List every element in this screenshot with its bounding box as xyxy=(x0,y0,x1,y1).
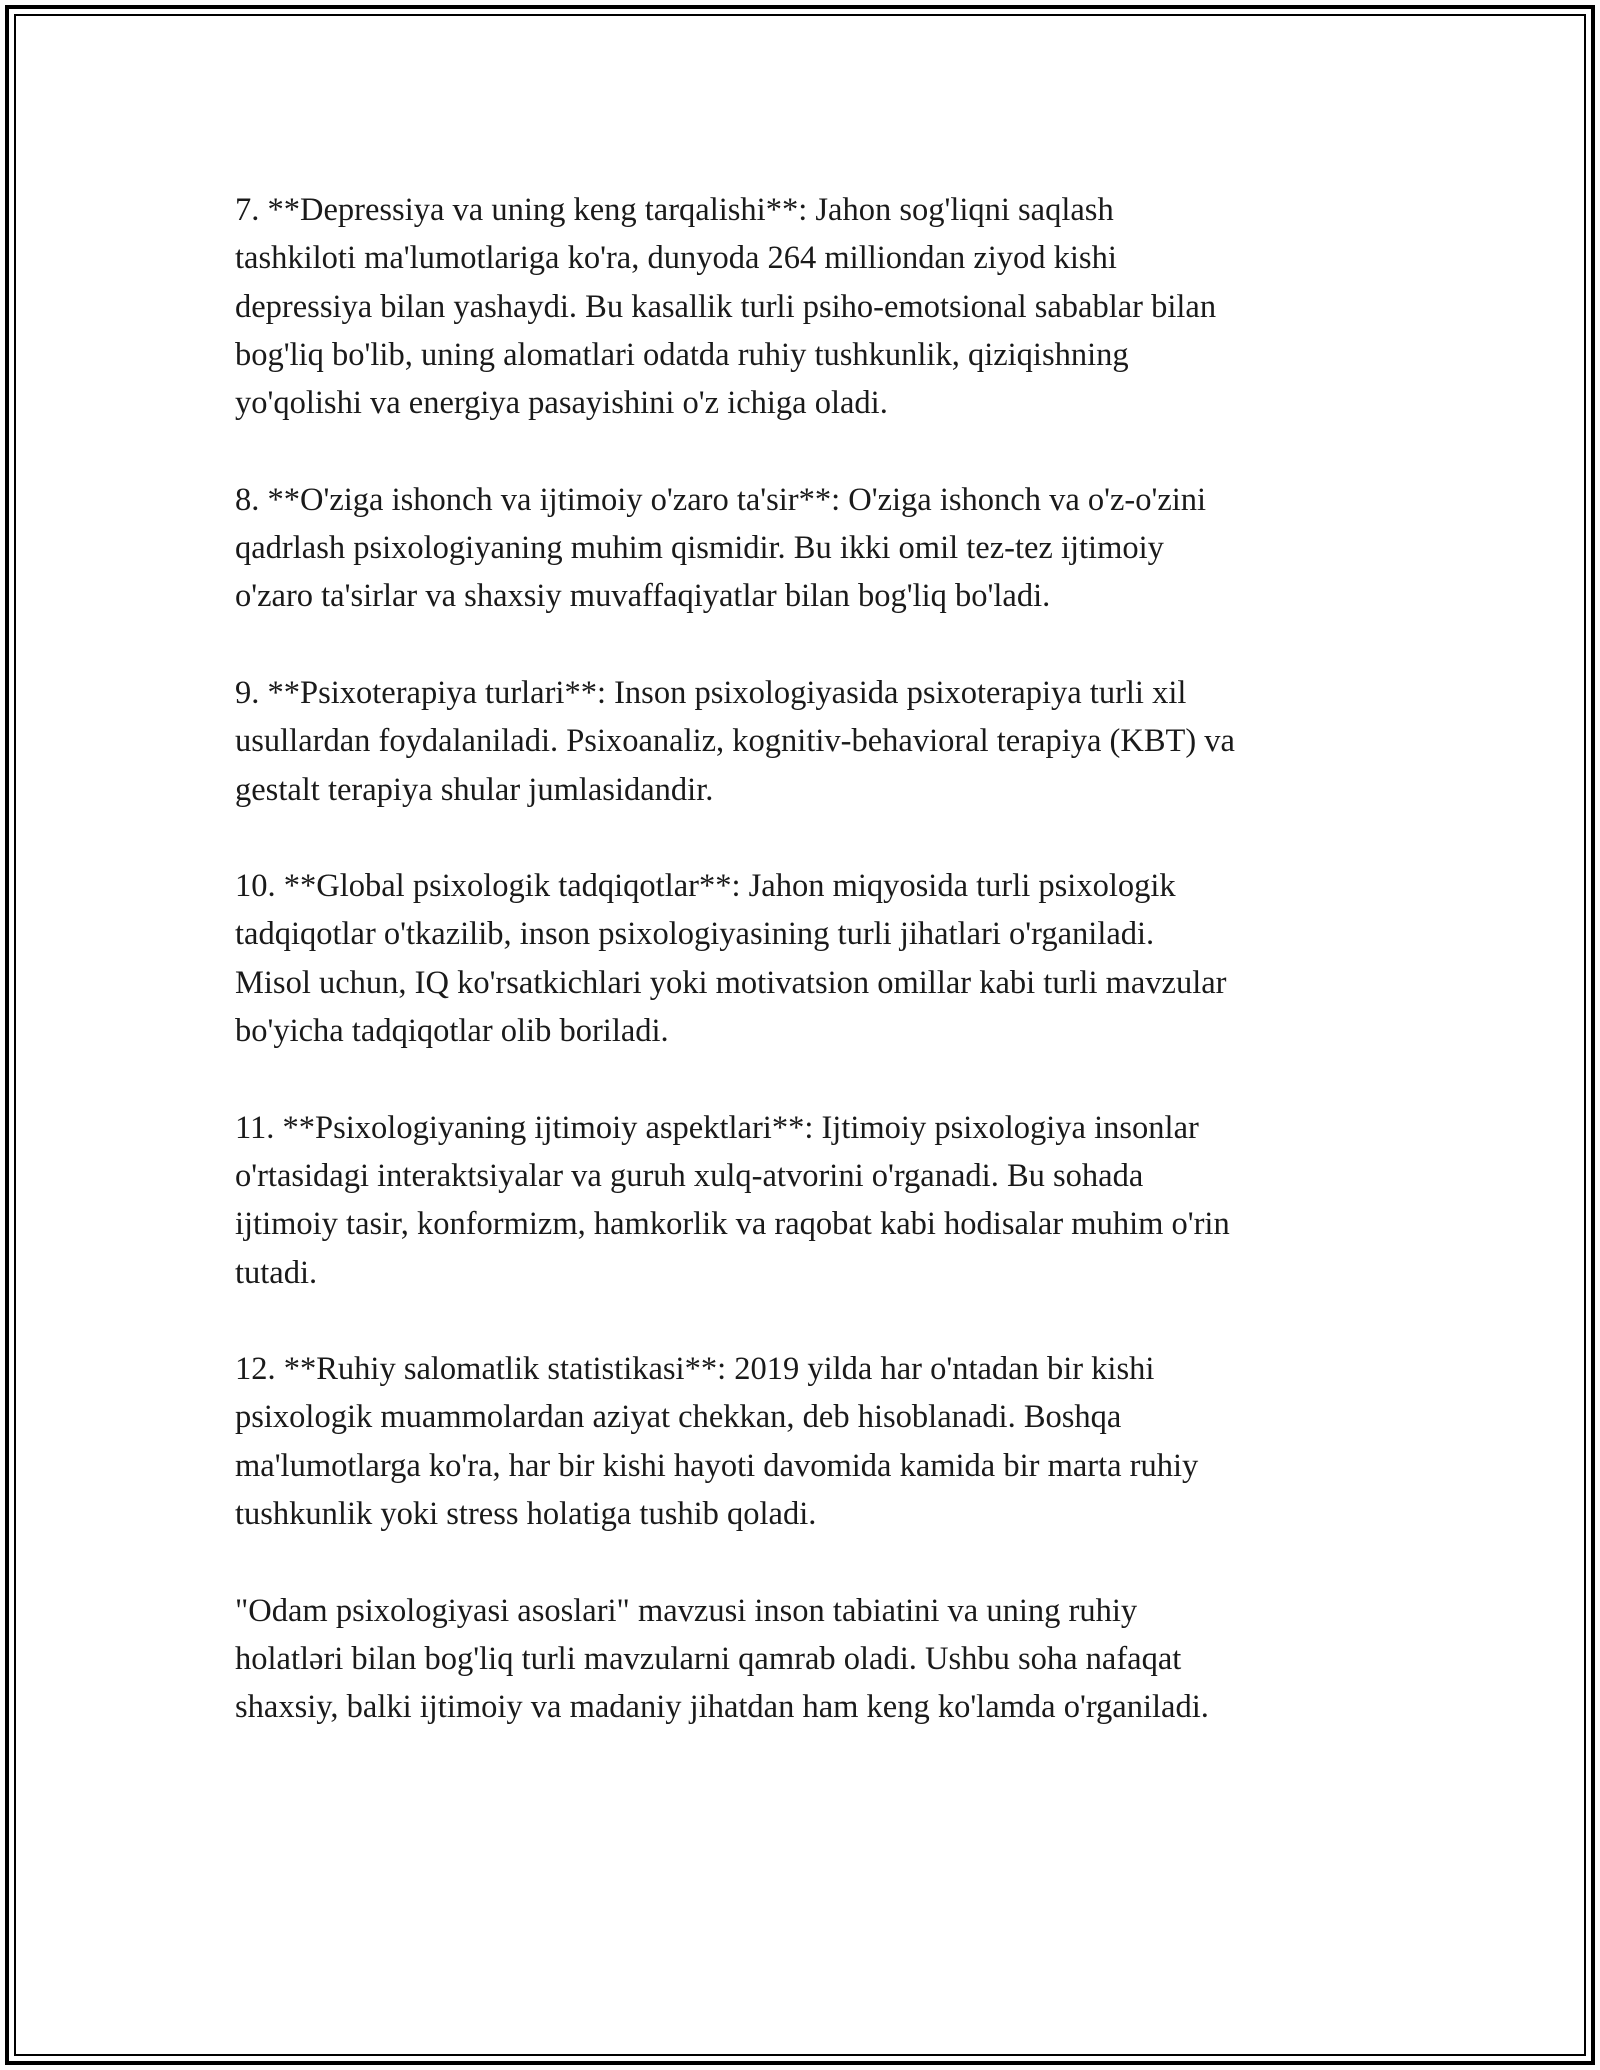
paragraph-9-psychotherapy-types: 9. **Psixoterapiya turlari**: Inson psixologiyasida psixoterapiya turli xil usullardan foydalaniladi. Psixoanaliz, kognitiv-behavioral terapiya (KBT) va gestalt terapiya shular jumlasidandir. xyxy=(235,674,1235,808)
paragraph-8-self-confidence: 8. **O'ziga ishonch va ijtimoiy o'zaro ta'sir**: O'ziga ishonch va o'z-o'zini qadrlash psixologiyaning muhim qismidir. Bu ikki omil tez-tez ijtimoiy o'zaro ta'sirlar va shaxsiy muvaffaqiyatlar bilan bog'liq bo'ladi. xyxy=(235,481,1207,615)
paragraph-11-social-aspects: 11. **Psixologiyaning ijtimoiy aspektlari**: Ijtimoiy psixologiya insonlar o'rtasidagi interaktsiyalar va guruh xulq-atvorini o'rganadi. Bu sohada ijtimoiy tasir, konformizm, hamkorlik va raqobat kabi hodisalar muhim o'rin tutadi. xyxy=(235,1109,1230,1291)
paragraph-conclusion: "Odam psixologiyasi asoslari" mavzusi inson tabiatini va uning ruhiy holatləri bilan bog'liq turli mavzularni qamrab oladi. Ushbu soha nafaqat shaxsiy, balki ijtimoiy va madaniy jihatdan ham keng ko'lamda o'rganiladi. xyxy=(235,1592,1209,1726)
paragraph-7-depression: 7. **Depressiya va uning keng tarqalishi**: Jahon sog'liqni saqlash tashkiloti ma'lumotlariga ko'ra, dunyoda 264 milliondan ziyod kishi depressiya bilan yashaydi. Bu kasallik turli psiho-emotsional sabablar bilan bog'liq bo'lib, uning alomatlari odatda ruhiy tushkunlik, qiziqishning yo'qolishi va energiya pasayishini o'z ichiga oladi. xyxy=(235,192,1217,422)
document-body xyxy=(235,186,1370,1780)
paragraph-10-global-research: 10. **Global psixologik tadqiqotlar**: Jahon miqyosida turli psixologik tadqiqotlar o'tkazilib, inson psixologiyasining turli jihatlari o'rganiladi. Misol uchun, IQ ko'rsatkichlari yoki motivatsion omillar kabi turli mavzular bo'yicha tadqiqotlar olib boriladi. xyxy=(235,868,1227,1050)
paragraph-12-mental-health-stats: 12. **Ruhiy salomatlik statistikasi**: 2019 yilda har o'ntadan bir kishi psixologik muammolardan aziyat chekkan, deb hisoblanadi. Boshqa ma'lumotlarga ko'ra, har bir kishi hayoti davomida kamida bir marta ruhiy tushkunlik yoki stress holatiga tushib qoladi. xyxy=(235,1351,1199,1533)
